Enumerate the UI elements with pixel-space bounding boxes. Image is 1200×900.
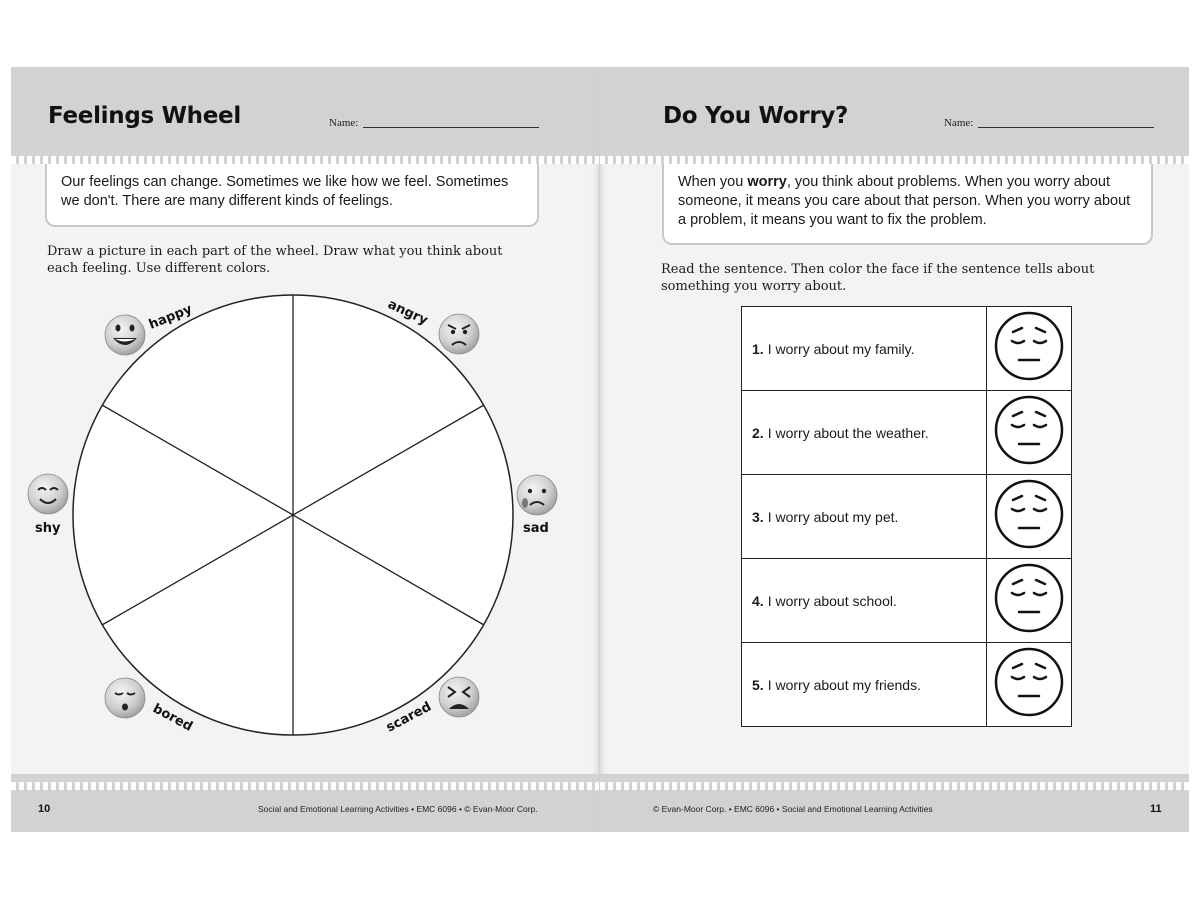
name-label: Name: (944, 117, 974, 129)
face-cell[interactable] (987, 475, 1072, 559)
face-cell[interactable] (987, 643, 1072, 727)
name-label: Name: (329, 117, 359, 129)
face-cell[interactable] (987, 307, 1072, 391)
table-row (742, 559, 1072, 643)
row-number: 1. (752, 340, 764, 357)
table-row (742, 307, 1072, 391)
worried-face-icon[interactable] (993, 394, 1065, 466)
page-title: Do You Worry? (663, 103, 849, 129)
worried-face-icon[interactable] (993, 646, 1065, 718)
row-number: 5. (752, 676, 764, 693)
row-number: 3. (752, 508, 764, 525)
worry-table (741, 306, 1072, 727)
bored-emoji-icon (105, 678, 145, 718)
scared-emoji-icon (439, 677, 479, 717)
footer-text: © Evan-Moor Corp. • EMC 6096 • Social and Emotional Learning Activities (653, 804, 933, 814)
statement-text: I worry about the weather. (767, 424, 929, 441)
angry-emoji-icon (439, 314, 479, 354)
intro-text: When you (678, 174, 748, 190)
row-number: 2. (752, 424, 764, 441)
footer-dash-border (600, 782, 1189, 790)
statement-text: I worry about school. (767, 592, 897, 609)
right-header (600, 67, 1189, 164)
table-row (742, 643, 1072, 727)
header-dash-border (600, 156, 1189, 164)
statement-text: I worry about my family. (767, 340, 915, 357)
footer-dash-border (11, 782, 599, 790)
row-number: 4. (752, 592, 764, 609)
instructions: Draw a picture in each part of the wheel. Draw what you think about each feeling. Use different colors. (47, 244, 503, 276)
page-number: 10 (38, 803, 51, 815)
right-page (600, 67, 1189, 832)
feeling-label-angry: angry (385, 297, 430, 329)
worried-face-icon[interactable] (993, 562, 1065, 634)
worried-face-icon[interactable] (993, 478, 1065, 550)
shy-emoji-icon (28, 474, 68, 514)
intro-box (662, 164, 1153, 245)
intro-bold-word: worry (747, 174, 787, 190)
feeling-label-happy: happy (146, 301, 195, 333)
feeling-label-scared: scared (383, 699, 434, 736)
right-footer (600, 774, 1189, 832)
happy-emoji-icon (105, 315, 145, 355)
statement-text: I worry about my pet. (767, 508, 899, 525)
sad-emoji-icon (517, 475, 557, 515)
feeling-label-shy: shy (35, 521, 61, 536)
face-cell[interactable] (987, 391, 1072, 475)
page-number: 11 (1150, 803, 1162, 815)
name-line (978, 127, 1154, 128)
worried-face-icon[interactable] (993, 310, 1065, 382)
statement-cell (742, 391, 987, 475)
table-row (742, 391, 1072, 475)
statement-cell (742, 307, 987, 391)
left-footer (11, 774, 599, 832)
feeling-label-sad: sad (523, 521, 549, 536)
statement-cell (742, 643, 987, 727)
statement-cell (742, 559, 987, 643)
table-row (742, 475, 1072, 559)
intro-text: , you think about problems. When you worry about someone, it means you care about that person. When you worry about a problem, it means you want to fix the problem. (678, 174, 1131, 228)
left-page (11, 67, 600, 832)
face-cell[interactable] (987, 559, 1072, 643)
feelings-wheel (11, 67, 599, 767)
instructions: Read the sentence. Then color the face if the sentence tells about something you worry about. (661, 262, 1095, 294)
statement-cell (742, 475, 987, 559)
footer-text: Social and Emotional Learning Activities • EMC 6096 • © Evan-Moor Corp. (258, 804, 538, 814)
intro-box: Our feelings can change. Sometimes we like how we feel. Sometimes we don't. There are many different kinds of feelings. (45, 164, 539, 227)
page-title: Feelings Wheel (48, 103, 241, 129)
statement-text: I worry about my friends. (767, 676, 921, 693)
feeling-label-bored: bored (150, 701, 195, 735)
